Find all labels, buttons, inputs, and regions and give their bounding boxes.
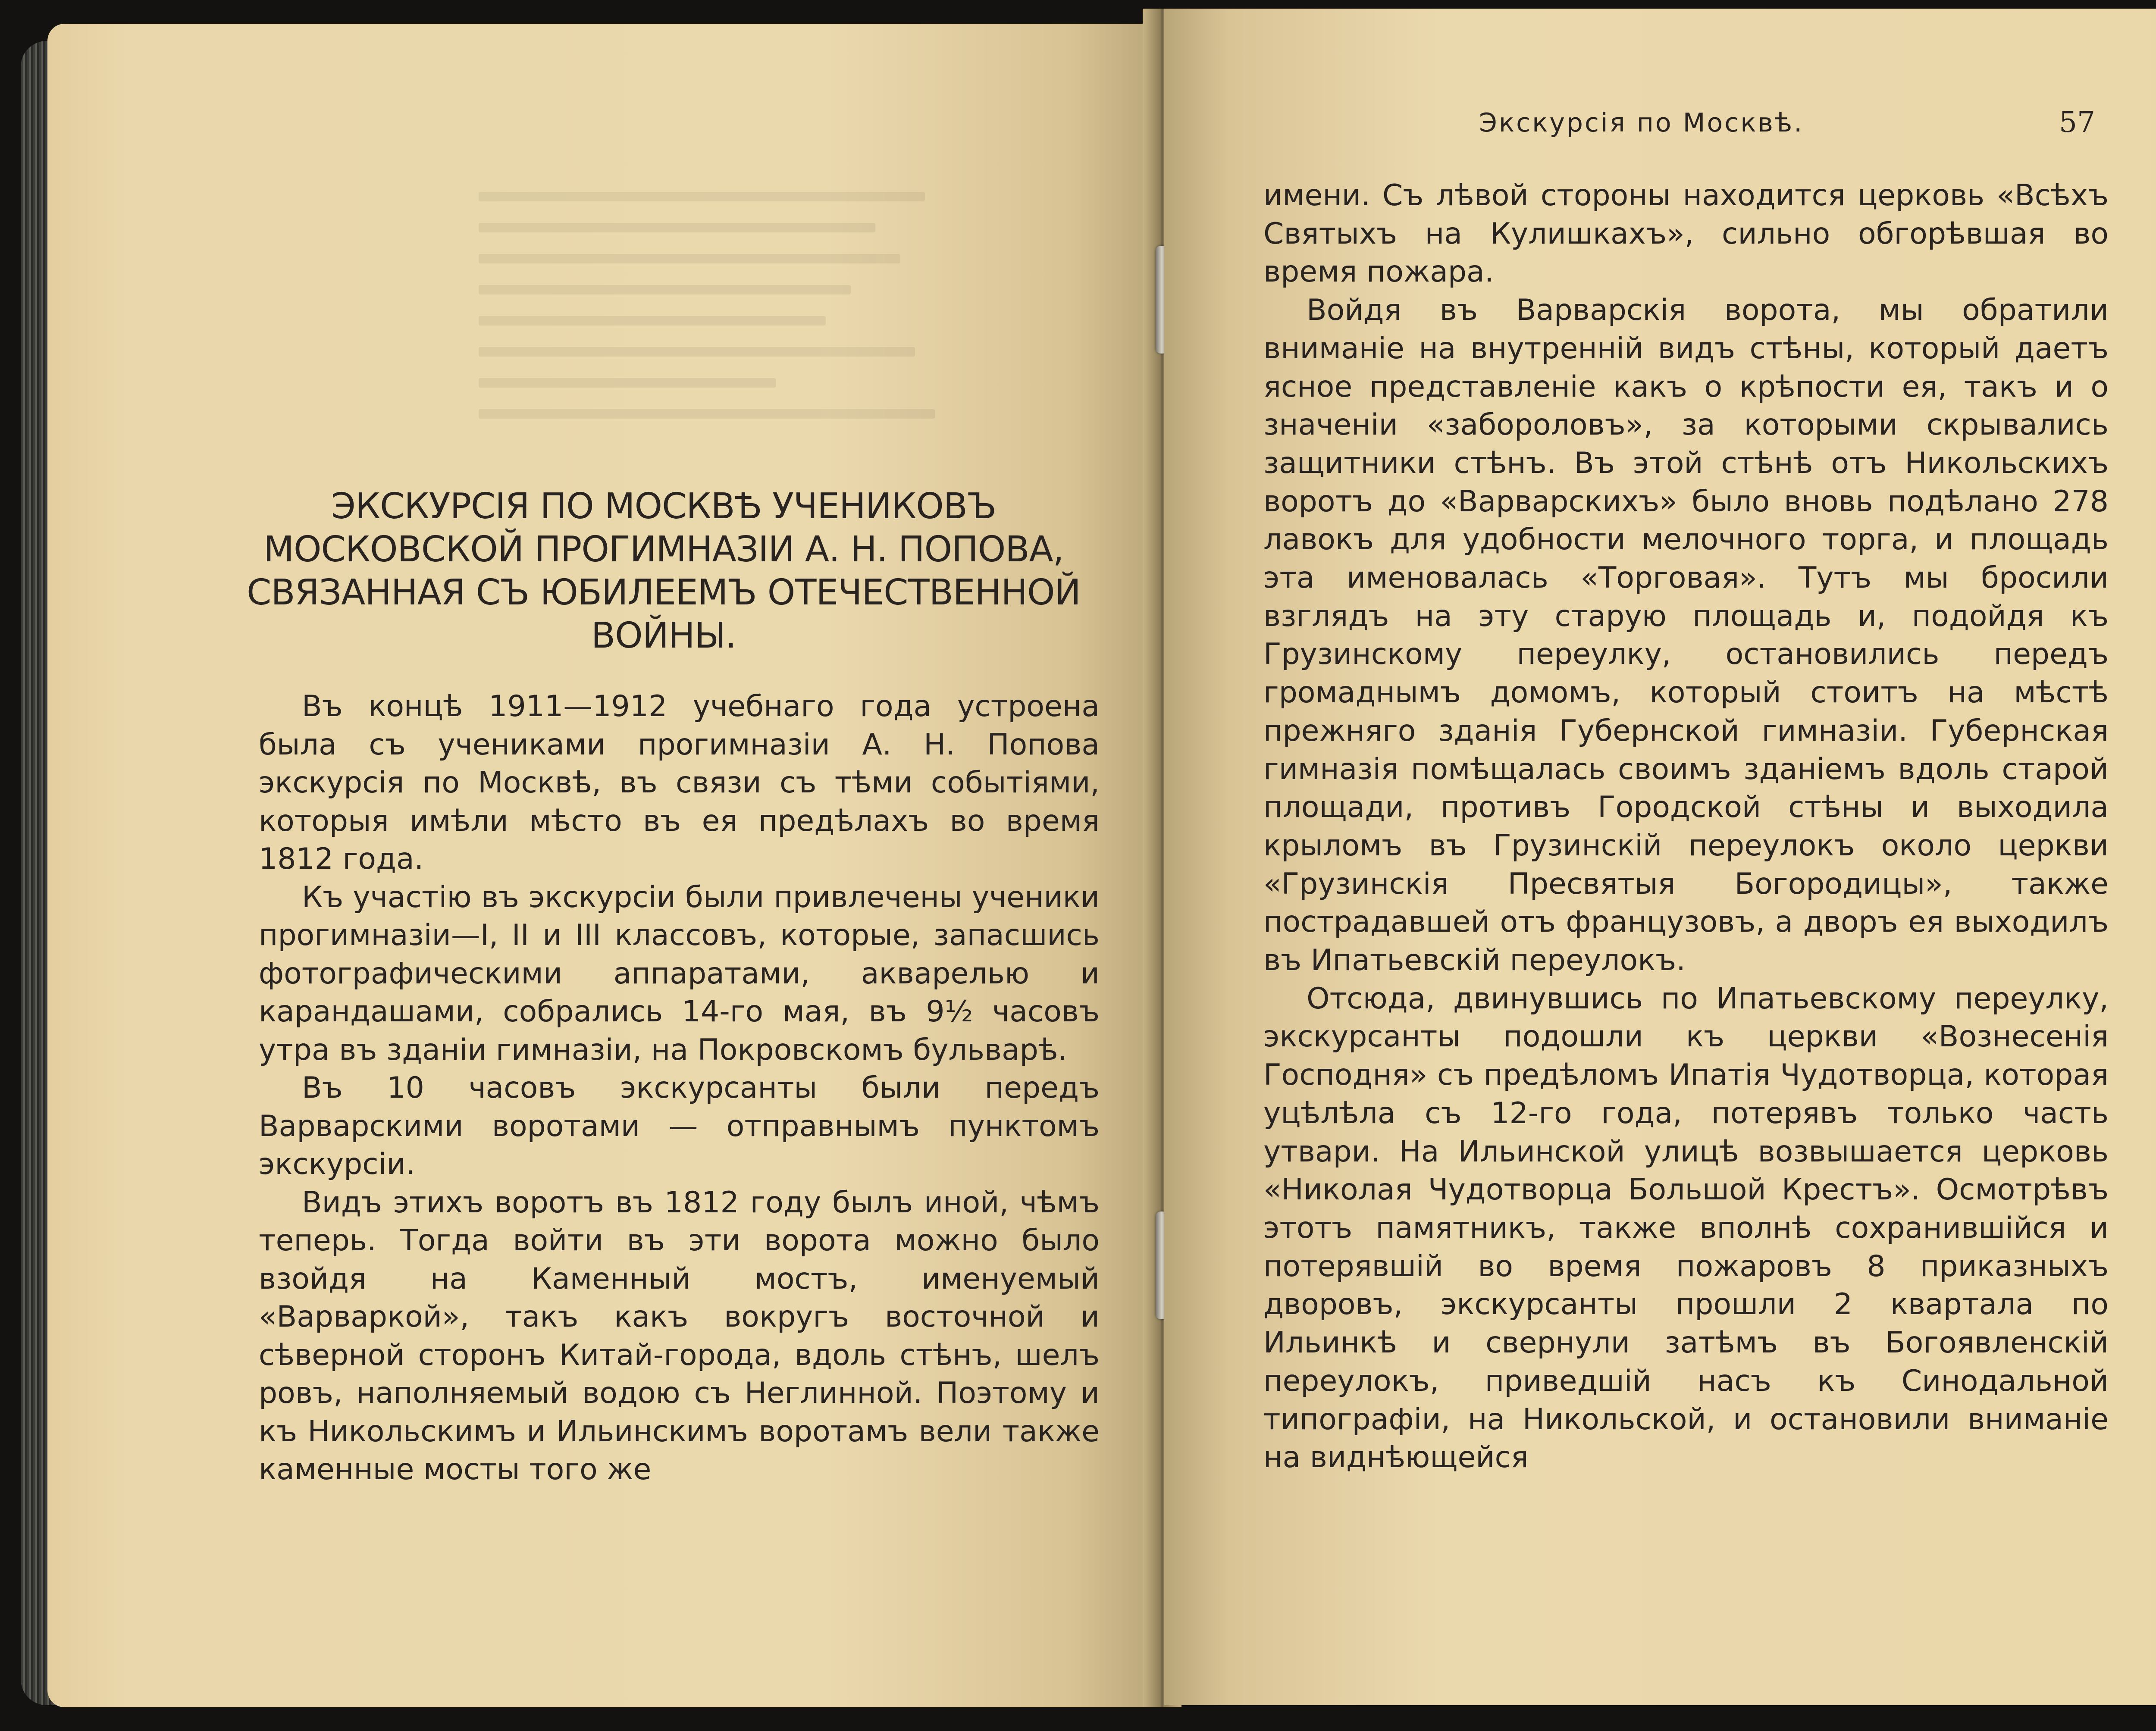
paragraph: Войдя въ Варварскія ворота, мы обратили вниманіе на внутренній видъ стѣны, который даетъ ясное представленіе какъ о крѣпости ея, такъ и о значеніи «забороловъ», за которыми скрывались защитники стѣнъ. Въ этой стѣнѣ отъ Никольскихъ воротъ до «Варварскихъ» было вновь подѣлано 278 лавокъ для удобности мелочного торга, и площадь эта именовалась «Торговая». Тутъ мы бросили взглядъ на эту старую площадь и, подойдя къ Грузинскому переулку, остановились передъ громаднымъ домомъ, который стоитъ на мѣстѣ прежняго зданія Губернской гимназіи. Губернская гимназія помѣщалась своимъ зданіемъ вдоль старой площади, противъ Городской стѣны и выходила крыломъ въ Грузинскій переулокъ около церкви «Грузинскія Пресвятыя Богородицы», также пострадавшей отъ французовъ, а дворъ ея выходилъ въ Ипатьевскій переулокъ. [1263,293,2109,978]
paragraph: Къ участію въ экскурсіи были привлечены ученики прогимназіи—I, II и III классовъ, которые, запасшись фотографическими аппаратами, акварелью и карандашами, собрались 14-го мая, въ 9½ часовъ утра въ зданіи гимназіи, на Покровскомъ бульварѣ. [259,880,1100,1067]
right-page [1164,9,2156,1705]
paragraph: Въ 10 часовъ экскурсанты были передъ Варварскими воротами — отправнымъ пунктомъ экскурсіи. [259,1071,1100,1181]
paragraph: Отсюда, двинувшись по Ипатьевскому переулку, экскурсанты подошли къ церкви «Вознесенія Господня» съ предѣломъ Ипатія Чудотворца, которая уцѣлѣла съ 12-го года, потерявъ только часть утвари. На Ильинской улицѣ возвышается церковь «Николая Чудотворца Большой Крестъ». Осмотрѣвъ этотъ памятникъ, также вполнѣ сохранившійся и потерявшій во время пожаровъ 8 приказныхъ дворовъ, экскурсанты прошли 2 квартала по Ильинкѣ и свернули затѣмъ въ Богоявленскій переулокъ, приведшій насъ къ Синодальной типографіи, на Никольской, и остановили вниманіе на виднѣющейся [1263,981,2109,1475]
left-page [47,24,1159,1707]
running-head: Экскурсія по Москвѣ. [1479,108,1804,138]
paragraph: Видъ этихъ воротъ въ 1812 году былъ иной, чѣмъ теперь. Тогда войти въ эти ворота можно было взойдя на Каменный мостъ, именуемый «Варваркой», такъ какъ вокругъ восточной и сѣверной сторонъ Китай-города, вдоль стѣнъ, шелъ ровъ, наполняемый водою съ Неглинной. Поэтому и къ Никольскимъ и Ильинскимъ воротамъ вели также каменные мосты того же [259,1185,1100,1487]
right-body-text [1263,177,2109,1477]
left-body-text [259,688,1100,1489]
paragraph: Въ концѣ 1911—1912 учебнаго года устроена была съ учениками прогимназіи А. Н. Попова экскурсія по Москвѣ, въ связи съ тѣми событіями, которыя имѣли мѣсто въ ея предѣлахъ во время 1812 года. [259,689,1100,876]
paragraph: имени. Съ лѣвой стороны находится церковь «Всѣхъ Святыхъ на Кулишкахъ», сильно обгорѣвшая во время пожара. [1263,178,2109,289]
show-through-text [479,192,975,502]
page-number: 57 [2059,106,2095,139]
chapter-title: ЭКСКУРСІЯ ПО МОСКВѢ УЧЕНИКОВЪ МОСКОВСКОЙ ПРОГИМНАЗІИ А. Н. ПОПОВА, СВЯЗАННАЯ СЪ ЮБИЛЕЕМЪ ОТЕЧЕСТВЕННОЙ ВОЙНЫ. [247,486,1081,656]
